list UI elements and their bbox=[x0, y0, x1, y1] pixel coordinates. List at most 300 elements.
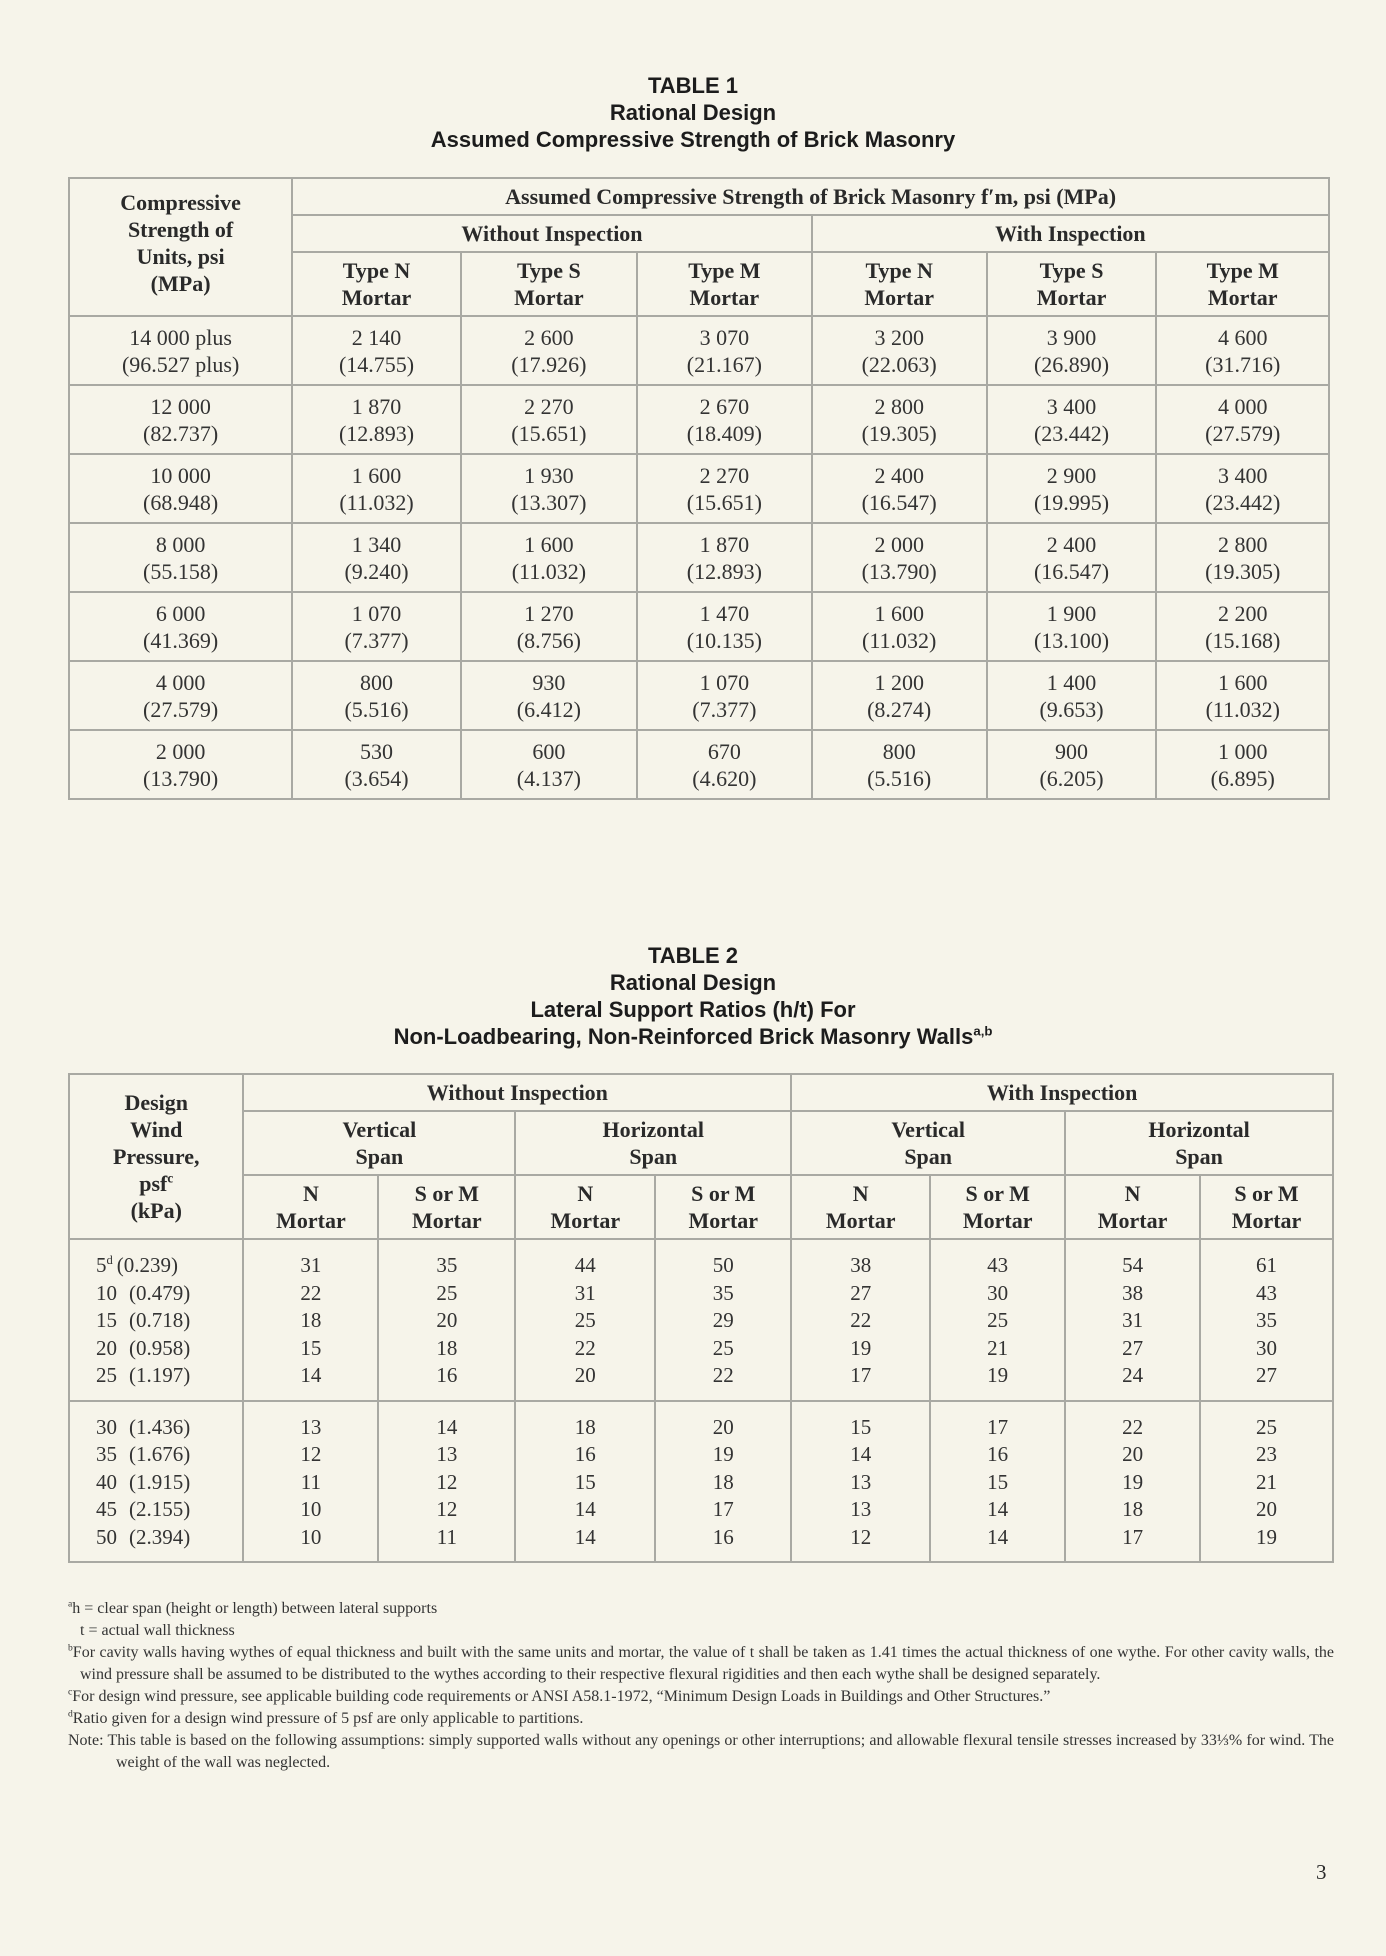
row-label-line: (27.579) bbox=[143, 696, 219, 722]
cell-value: 25 bbox=[712, 1335, 734, 1360]
cell-line: (9.240) bbox=[344, 558, 409, 584]
span-header-line: Horizontal bbox=[1148, 1117, 1250, 1142]
row-label bbox=[69, 316, 292, 385]
pressure-line bbox=[96, 1307, 242, 1335]
column-header-line: Mortar bbox=[688, 1208, 759, 1233]
cell-line: (8.274) bbox=[867, 696, 932, 722]
row-label-line: 4 000 bbox=[155, 669, 206, 695]
row-label bbox=[69, 592, 292, 661]
cell-line: (4.137) bbox=[516, 765, 581, 791]
column-header-line: Type M bbox=[1206, 258, 1279, 283]
table-cell bbox=[812, 661, 987, 730]
cell-line: (22.063) bbox=[861, 351, 937, 377]
table-cell bbox=[461, 454, 637, 523]
cell-value: 12 bbox=[850, 1524, 872, 1549]
cell-value: 38 bbox=[850, 1253, 872, 1277]
cell-value: 15 bbox=[987, 1469, 1009, 1494]
table-cell bbox=[812, 523, 987, 592]
pressure-kpa: (1.676) bbox=[129, 1442, 191, 1466]
cell-line: (12.893) bbox=[686, 558, 762, 584]
column-header-line: Mortar bbox=[514, 285, 584, 310]
column-header-row bbox=[69, 1175, 1333, 1239]
span-header-line: Span bbox=[904, 1144, 953, 1169]
table-row bbox=[69, 661, 1329, 730]
cell-value: 31 bbox=[1122, 1308, 1144, 1332]
span-row bbox=[69, 1111, 1333, 1175]
page-number: 3 bbox=[1316, 1860, 1327, 1884]
table-cell bbox=[461, 316, 637, 385]
table-cell bbox=[637, 730, 812, 799]
column-header-line: Mortar bbox=[864, 285, 934, 310]
pressure-psf: 25 bbox=[96, 1363, 117, 1387]
cell-line: 3 070 bbox=[699, 324, 750, 350]
table-cell bbox=[637, 592, 812, 661]
cell-value: 20 bbox=[436, 1308, 458, 1332]
cell-value: 35 bbox=[712, 1280, 734, 1305]
cell-line: (13.790) bbox=[861, 558, 937, 584]
cell-line: 800 bbox=[360, 669, 394, 695]
footnote-text: h = clear span (height or length) between lateral supports bbox=[72, 1600, 438, 1617]
row-header-text: Design bbox=[124, 1090, 189, 1115]
cell-line: (26.890) bbox=[1033, 351, 1110, 377]
cell-value: 14 bbox=[574, 1497, 596, 1521]
cell-line: 3 200 bbox=[874, 324, 924, 350]
title-text: TABLE 2 bbox=[647, 943, 739, 968]
row-header-cell bbox=[69, 1074, 243, 1239]
cell-line: (31.716) bbox=[1205, 351, 1281, 377]
table-cell bbox=[461, 661, 637, 730]
cell-line: (23.442) bbox=[1205, 489, 1281, 515]
title-line bbox=[0, 969, 1386, 996]
cell-line: (17.926) bbox=[511, 351, 587, 377]
cell-line: 1 200 bbox=[874, 669, 924, 695]
span-header bbox=[515, 1111, 791, 1175]
cell-value: 10 bbox=[300, 1497, 322, 1521]
column-header bbox=[292, 252, 461, 316]
footnote-text: Note: This table is based on the following assumptions: simply supported walls without any openings or other interruptions; and allowable flexural tensile stresses increased by 33⅓% for wind. The weight of the wall was neglected. bbox=[68, 1732, 1334, 1771]
cell-value: 27 bbox=[850, 1280, 872, 1305]
column-header-line: Mortar bbox=[825, 1208, 896, 1233]
row-header-line: Units, psi bbox=[136, 244, 225, 269]
table-cell bbox=[1200, 1239, 1333, 1401]
cell-line: 4 000 bbox=[1217, 393, 1268, 419]
title-text: Rational Design bbox=[609, 970, 777, 995]
cell-value: 43 bbox=[1256, 1280, 1277, 1305]
cell-value: 22 bbox=[574, 1335, 596, 1360]
cell-value: 18 bbox=[574, 1414, 596, 1439]
cell-value: 21 bbox=[1256, 1469, 1277, 1494]
cell-line: (11.032) bbox=[862, 627, 937, 653]
cell-line: (15.651) bbox=[511, 420, 587, 446]
pressure-kpa: (0.479) bbox=[129, 1280, 191, 1305]
row-header-line: Compressive bbox=[120, 190, 241, 215]
cell-line: 2 600 bbox=[524, 324, 574, 350]
cell-line: 4 600 bbox=[1217, 324, 1268, 350]
cell-line: (16.547) bbox=[1033, 558, 1110, 584]
cell-value: 17 bbox=[850, 1363, 872, 1387]
cell-value: 27 bbox=[1256, 1363, 1277, 1387]
column-header bbox=[987, 252, 1157, 316]
pressure-psf: 35 bbox=[96, 1442, 117, 1466]
cell-value: 17 bbox=[1122, 1524, 1144, 1549]
column-header bbox=[1156, 252, 1329, 316]
row-label bbox=[69, 730, 292, 799]
cell-value: 13 bbox=[300, 1414, 322, 1439]
cell-value: 20 bbox=[1256, 1497, 1277, 1521]
pressure-cell bbox=[69, 1239, 243, 1401]
pressure-kpa: (0.958) bbox=[129, 1335, 191, 1360]
cell-line: 3 400 bbox=[1046, 393, 1097, 419]
cell-line: 2 270 bbox=[524, 393, 574, 419]
span-header-line: Span bbox=[355, 1144, 404, 1169]
pressure-kpa: (2.394) bbox=[129, 1524, 191, 1549]
cell-value: 19 bbox=[987, 1363, 1009, 1387]
footnote-mark: d bbox=[68, 1708, 73, 1720]
cell-value: 43 bbox=[987, 1253, 1009, 1277]
span-header-line: Span bbox=[629, 1144, 678, 1169]
table-cell bbox=[378, 1401, 515, 1563]
table-row bbox=[69, 316, 1329, 385]
group-header: With Inspection bbox=[791, 1074, 1333, 1111]
cell-value: 23 bbox=[1256, 1442, 1277, 1466]
footnote bbox=[68, 1620, 1334, 1642]
table-cell bbox=[378, 1239, 515, 1401]
row-label-line: (55.158) bbox=[143, 558, 219, 584]
column-header-line: Mortar bbox=[689, 285, 760, 310]
column-header-line: Mortar bbox=[1207, 285, 1278, 310]
pressure-kpa: (1.915) bbox=[129, 1469, 191, 1494]
group-row bbox=[69, 1074, 1333, 1111]
pressure-kpa: (1.436) bbox=[129, 1414, 191, 1439]
cell-value: 25 bbox=[987, 1308, 1009, 1332]
cell-value: 44 bbox=[574, 1253, 596, 1277]
footnote-mark: b bbox=[68, 1642, 73, 1654]
row-label-line: 14 000 plus bbox=[129, 324, 232, 350]
span-header bbox=[791, 1111, 1065, 1175]
table1-title bbox=[0, 72, 1386, 153]
cell-line: 3 900 bbox=[1046, 324, 1097, 350]
cell-line: 1 270 bbox=[524, 600, 574, 626]
cell-value: 14 bbox=[850, 1442, 872, 1466]
pressure-line bbox=[96, 1441, 242, 1469]
footnote-text: For design wind pressure, see applicable building code requirements or ANSI A58.1-1972, “Minimum Design Loads in Buildings and Other Structures.” bbox=[72, 1688, 1051, 1705]
column-header-line: S or M bbox=[1234, 1181, 1299, 1206]
pressure-psf: 40 bbox=[96, 1469, 117, 1494]
title-text: Lateral Support Ratios (h/t) For bbox=[530, 997, 856, 1022]
cell-value: 18 bbox=[436, 1335, 458, 1360]
title-line: Assumed Compressive Strength of Brick Masonry bbox=[430, 127, 956, 152]
row-header-line bbox=[72, 1089, 240, 1116]
cell-line: 1 600 bbox=[1217, 669, 1268, 695]
cell-line: (19.305) bbox=[1205, 558, 1281, 584]
column-header bbox=[791, 1175, 930, 1239]
data-block-row bbox=[69, 1239, 1333, 1401]
table-cell bbox=[515, 1401, 655, 1563]
cell-value: 30 bbox=[1256, 1335, 1277, 1360]
cell-line: 1 070 bbox=[351, 600, 402, 626]
row-label-line: 6 000 bbox=[155, 600, 206, 626]
cell-value: 13 bbox=[850, 1469, 872, 1494]
table-cell bbox=[1065, 1239, 1200, 1401]
cell-value: 15 bbox=[850, 1414, 872, 1439]
table-cell bbox=[515, 1239, 655, 1401]
table-cell bbox=[292, 385, 461, 454]
pressure-cell bbox=[69, 1401, 243, 1563]
table-cell bbox=[461, 385, 637, 454]
footnote-text: Ratio given for a design wind pressure of 5 psf are only applicable to partitions. bbox=[72, 1710, 584, 1727]
column-header-line: N bbox=[1124, 1181, 1141, 1206]
cell-value: 22 bbox=[712, 1363, 734, 1387]
pressure-psf: 20 bbox=[96, 1335, 117, 1360]
table-cell bbox=[243, 1239, 378, 1401]
table-cell bbox=[812, 454, 987, 523]
table-cell bbox=[1156, 385, 1329, 454]
table-cell bbox=[987, 523, 1157, 592]
column-header-line: S or M bbox=[414, 1181, 480, 1206]
column-header-line: Type M bbox=[688, 258, 761, 283]
column-header-line: S or M bbox=[965, 1181, 1030, 1206]
row-header-line bbox=[72, 1143, 240, 1170]
column-header bbox=[637, 252, 812, 316]
pressure-footnote-mark: d bbox=[106, 1253, 113, 1267]
cell-value: 19 bbox=[1122, 1469, 1144, 1494]
cell-value: 31 bbox=[300, 1253, 322, 1277]
table-cell bbox=[791, 1239, 930, 1401]
pressure-psf: 50 bbox=[96, 1524, 117, 1549]
cell-value: 29 bbox=[712, 1308, 734, 1332]
table-row bbox=[69, 523, 1329, 592]
pressure-psf: 5 bbox=[96, 1253, 107, 1277]
cell-line: (6.205) bbox=[1039, 765, 1104, 791]
row-label-line: (82.737) bbox=[143, 420, 219, 446]
pressure-line bbox=[96, 1469, 242, 1497]
row-label bbox=[69, 454, 292, 523]
footnote bbox=[68, 1642, 1334, 1686]
cell-line: (19.305) bbox=[861, 420, 937, 446]
cell-value: 25 bbox=[1256, 1414, 1277, 1439]
table-cell bbox=[930, 1401, 1065, 1563]
cell-line: 2 400 bbox=[1046, 531, 1097, 557]
table-cell bbox=[791, 1401, 930, 1563]
cell-line: 930 bbox=[532, 669, 566, 695]
cell-line: 2 000 bbox=[874, 531, 924, 557]
cell-value: 13 bbox=[436, 1442, 458, 1466]
cell-value: 14 bbox=[574, 1524, 596, 1549]
footnote-mark: a bbox=[68, 1598, 73, 1610]
row-label-line: (41.369) bbox=[143, 627, 219, 653]
cell-value: 22 bbox=[850, 1308, 872, 1332]
cell-value: 18 bbox=[300, 1308, 322, 1332]
cell-line: (15.168) bbox=[1205, 627, 1281, 653]
title-line bbox=[0, 942, 1386, 969]
cell-line: (21.167) bbox=[686, 351, 762, 377]
table-cell bbox=[292, 592, 461, 661]
cell-value: 20 bbox=[1122, 1442, 1144, 1466]
row-header-text: psf bbox=[139, 1171, 168, 1196]
cell-line: 1 340 bbox=[351, 531, 402, 557]
cell-value: 31 bbox=[574, 1280, 596, 1305]
span-header-line: Span bbox=[1175, 1144, 1223, 1169]
table-row bbox=[69, 385, 1329, 454]
table-cell bbox=[987, 454, 1157, 523]
column-header bbox=[378, 1175, 515, 1239]
row-header-cell bbox=[69, 178, 292, 316]
footnote-text: t = actual wall thickness bbox=[80, 1622, 235, 1639]
row-header-text: Wind bbox=[130, 1117, 183, 1142]
table-cell bbox=[637, 385, 812, 454]
table-row bbox=[69, 454, 1329, 523]
span-header bbox=[243, 1111, 515, 1175]
cell-value: 14 bbox=[436, 1414, 458, 1439]
cell-value: 19 bbox=[712, 1442, 734, 1466]
pressure-line bbox=[96, 1335, 242, 1363]
title-line: TABLE 1 bbox=[647, 73, 739, 98]
column-header bbox=[515, 1175, 655, 1239]
cell-value: 50 bbox=[712, 1253, 734, 1277]
cell-value: 18 bbox=[712, 1469, 734, 1494]
table-cell bbox=[1200, 1401, 1333, 1563]
column-header-line: Type N bbox=[342, 258, 411, 283]
table-cell bbox=[637, 523, 812, 592]
cell-line: (6.895) bbox=[1210, 765, 1275, 791]
pressure-psf: 30 bbox=[96, 1414, 117, 1439]
table-cell bbox=[1156, 661, 1329, 730]
table-cell bbox=[461, 523, 637, 592]
pressure-line bbox=[96, 1252, 242, 1280]
column-header-line: Mortar bbox=[1231, 1208, 1302, 1233]
cell-value: 10 bbox=[300, 1524, 322, 1549]
cell-line: 900 bbox=[1055, 738, 1089, 764]
footnote bbox=[68, 1708, 1334, 1730]
table-cell bbox=[987, 316, 1157, 385]
cell-line: (7.377) bbox=[344, 627, 409, 653]
cell-value: 22 bbox=[300, 1280, 322, 1305]
table-cell bbox=[292, 316, 461, 385]
cell-value: 25 bbox=[574, 1308, 596, 1332]
table-cell bbox=[655, 1401, 791, 1563]
span-header-line: Vertical bbox=[342, 1117, 417, 1142]
column-header-line: Mortar bbox=[1097, 1208, 1168, 1233]
cell-line: 1 070 bbox=[699, 669, 750, 695]
table-cell bbox=[243, 1401, 378, 1563]
row-label bbox=[69, 661, 292, 730]
row-header-line bbox=[72, 1116, 240, 1143]
column-header-line: Mortar bbox=[341, 285, 412, 310]
column-header bbox=[812, 252, 987, 316]
cell-line: 2 800 bbox=[1217, 531, 1268, 557]
table2-title bbox=[0, 942, 1386, 1050]
column-header-line: N bbox=[852, 1181, 869, 1206]
cell-line: 2 800 bbox=[874, 393, 924, 419]
row-header-text: (kPa) bbox=[130, 1198, 182, 1223]
footnote-mark: c bbox=[68, 1686, 73, 1698]
cell-line: (23.442) bbox=[1033, 420, 1110, 446]
title-line bbox=[0, 996, 1386, 1023]
cell-line: 1 400 bbox=[1046, 669, 1097, 695]
table-cell bbox=[292, 730, 461, 799]
column-header bbox=[930, 1175, 1065, 1239]
column-header bbox=[243, 1175, 378, 1239]
group-header: Without Inspection bbox=[243, 1074, 791, 1111]
cell-line: (19.995) bbox=[1033, 489, 1110, 515]
column-header-line: Mortar bbox=[412, 1208, 482, 1233]
table-row bbox=[69, 730, 1329, 799]
pressure-line bbox=[96, 1362, 242, 1390]
cell-line: 1 870 bbox=[699, 531, 750, 557]
cell-line: 1 600 bbox=[351, 462, 402, 488]
span-header-line: Vertical bbox=[891, 1117, 966, 1142]
cell-value: 19 bbox=[850, 1335, 872, 1360]
cell-value: 12 bbox=[300, 1442, 322, 1466]
cell-value: 11 bbox=[436, 1524, 457, 1549]
row-header-line bbox=[72, 1170, 240, 1197]
row-header-text: Pressure, bbox=[112, 1144, 200, 1169]
cell-line: 2 270 bbox=[699, 462, 750, 488]
cell-line: (3.654) bbox=[344, 765, 409, 791]
cell-line: (11.032) bbox=[511, 558, 587, 584]
span-header bbox=[1065, 1111, 1333, 1175]
pressure-kpa: (2.155) bbox=[129, 1497, 191, 1521]
column-header-line: N bbox=[577, 1181, 594, 1206]
column-header-line: Type N bbox=[865, 258, 933, 283]
cell-value: 19 bbox=[1256, 1524, 1277, 1549]
cell-value: 13 bbox=[850, 1497, 872, 1521]
footnote-text: For cavity walls having wythes of equal thickness and built with the same units and mortar, the value of t shall be taken as 1.41 times the actual thickness of one wythe. For other cavity walls, the wind pressure shall be assumed to be distributed to the wythes according to their respective flexural rigidities and then each wythe shall be designed separately. bbox=[72, 1644, 1334, 1683]
cell-line: (13.307) bbox=[511, 489, 587, 515]
cell-value: 35 bbox=[1256, 1308, 1277, 1332]
table-cell bbox=[987, 385, 1157, 454]
cell-value: 15 bbox=[300, 1335, 322, 1360]
table-cell bbox=[1065, 1401, 1200, 1563]
column-header bbox=[1200, 1175, 1333, 1239]
table-cell bbox=[987, 661, 1157, 730]
table-cell bbox=[930, 1239, 1065, 1401]
table-cell bbox=[812, 592, 987, 661]
table-cell bbox=[292, 661, 461, 730]
pressure-kpa: (0.239) bbox=[116, 1253, 179, 1277]
cell-value: 22 bbox=[1122, 1414, 1144, 1439]
column-header bbox=[461, 252, 637, 316]
cell-value: 12 bbox=[436, 1469, 458, 1494]
cell-value: 61 bbox=[1256, 1253, 1277, 1277]
cell-line: 2 400 bbox=[874, 462, 924, 488]
row-label-line: 10 000 bbox=[150, 462, 211, 488]
pressure-psf: 15 bbox=[96, 1308, 117, 1332]
cell-line: (5.516) bbox=[867, 765, 932, 791]
span-header-line: Horizontal bbox=[602, 1117, 704, 1142]
table-cell bbox=[1156, 454, 1329, 523]
table-cell bbox=[1156, 730, 1329, 799]
cell-line: 1 600 bbox=[524, 531, 574, 557]
table-cell bbox=[461, 730, 637, 799]
title-footnote-mark: a,b bbox=[973, 1023, 993, 1039]
header-row bbox=[69, 178, 1329, 215]
cell-line: 1 930 bbox=[524, 462, 574, 488]
table-cell bbox=[655, 1239, 791, 1401]
cell-value: 16 bbox=[712, 1524, 734, 1549]
row-label-line: 8 000 bbox=[155, 531, 206, 557]
cell-line: (6.412) bbox=[516, 696, 581, 722]
row-label-line: (96.527 plus) bbox=[121, 351, 240, 377]
cell-line: (11.032) bbox=[1205, 696, 1280, 722]
table-cell bbox=[812, 730, 987, 799]
cell-line: (18.409) bbox=[686, 420, 762, 446]
pressure-line bbox=[96, 1414, 242, 1442]
cell-value: 17 bbox=[987, 1414, 1009, 1439]
subgroup-header: With Inspection bbox=[812, 215, 1329, 252]
row-label-line: (13.790) bbox=[143, 765, 219, 791]
cell-line: (5.516) bbox=[344, 696, 409, 722]
